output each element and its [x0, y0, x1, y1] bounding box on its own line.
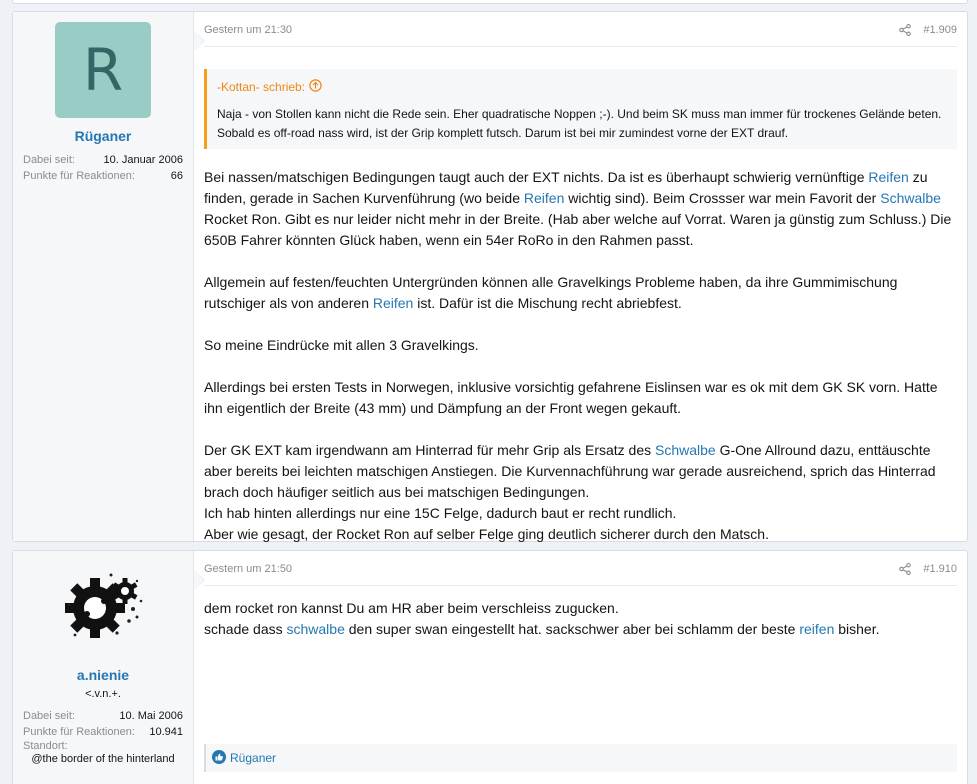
- text-line: [204, 619, 957, 640]
- stat-value: 10. Januar 2006: [103, 154, 183, 166]
- user-panel: [13, 551, 194, 784]
- user-title: <.v.n.+.: [85, 688, 121, 700]
- stat-label: Standort:: [23, 740, 68, 752]
- like-icon: [212, 750, 226, 767]
- quote-block: [204, 69, 957, 149]
- avatar[interactable]: [55, 561, 151, 657]
- stat-value: 10.941: [149, 726, 183, 738]
- text: wichtig sind). Beim Crossser war mein Favorit der: [564, 190, 881, 206]
- reaction-user[interactable]: Rüganer: [230, 751, 277, 765]
- text: ist. Dafür ist die Mischung recht abriebfest.: [413, 295, 682, 311]
- stat-label: Dabei seit:: [23, 154, 75, 166]
- paragraph: [204, 167, 957, 251]
- link-schwalbe[interactable]: schwalbe: [286, 621, 345, 637]
- avatar[interactable]: [55, 22, 151, 118]
- post-body: [204, 167, 957, 545]
- post-content: [194, 12, 967, 541]
- text: G-One Allround dazu, enttäuschte aber bereits bei leichten matschigen Anstiegen. Die Kurvennachführung war gerade ausreichend, sprich das Hinterrad brach doch häufiger seitlich aus bei matschigen Bedingungen.: [204, 442, 936, 500]
- post-content: [194, 551, 967, 784]
- post-number[interactable]: #1.909: [923, 24, 957, 36]
- gear-avatar-icon: [55, 561, 151, 657]
- link-reifen[interactable]: reifen: [799, 621, 835, 637]
- paragraph: Allerdings bei ersten Tests in Norwegen, inklusive vorsichtig gefahrene Eislinsen war es ok mit dem GK SK vorn. Hatte ihn eigentlich der Breite (43 mm) und Dämpfung an der Front wegen gekauft.: [204, 379, 938, 416]
- user-stats: [23, 152, 183, 184]
- post-header: [204, 561, 957, 577]
- post-header: [204, 22, 957, 38]
- post-body: [204, 598, 957, 640]
- user-stats: [23, 708, 183, 765]
- post-header-actions: [899, 24, 957, 36]
- share-icon[interactable]: [899, 563, 911, 575]
- text: Aber wie gesagt, der Rocket Ron auf selber Felge ging deutlich sicherer durch den Matsch.: [204, 526, 769, 542]
- stat-joined: [23, 152, 183, 168]
- avatar-letter: R: [82, 36, 124, 104]
- username[interactable]: a.nienie: [76, 667, 130, 683]
- header-divider: [204, 46, 957, 47]
- post-header-actions: [899, 563, 957, 575]
- post-1910: [12, 550, 968, 784]
- text: Ich hab hinten allerdings nur eine 15C Felge, dadurch baut er recht rundlich.: [204, 505, 677, 521]
- text-line: dem rocket ron kannst Du am HR aber beim verschleiss zugucken.: [204, 600, 619, 616]
- text: bisher.: [834, 621, 880, 637]
- paragraph: [204, 272, 957, 314]
- quote-text: Naja - von Stollen kann nicht die Rede sein. Eher quadratische Noppen ;-). Und beim SK muss man immer für trockenes Gelände beten. Sobald es off-road nass wird, ist der Grip komplett futsch. Darum ist bei mir zumindest vorne der EXT drauf.: [217, 107, 942, 140]
- header-divider: [204, 585, 957, 586]
- paragraph: [204, 440, 957, 545]
- arrow-up-circle-icon[interactable]: [309, 79, 322, 95]
- reactions-bar[interactable]: [204, 744, 957, 772]
- stat-label: Punkte für Reaktionen:: [23, 170, 135, 182]
- text: den super swan eingestellt hat. sackschwer aber bei schlamm der beste: [344, 621, 800, 637]
- user-panel: [13, 12, 194, 541]
- stat-value: 66: [170, 170, 183, 182]
- post-1909: [12, 11, 968, 542]
- stat-label: Dabei seit:: [23, 710, 75, 722]
- stat-label: Punkte für Reaktionen:: [23, 726, 135, 738]
- previous-post-edge: [12, 0, 968, 4]
- text: Rocket Ron. Gibt es nur leider nicht mehr in der Breite. (Hab aber welche auf Vorrat. Waren ja günstig zum Schluss.) Die 650B Fahrer könnten Glück haben, wenn ein 54er RoRo in den Rahmen passt.: [204, 211, 952, 248]
- link-reifen[interactable]: Reifen: [868, 169, 909, 185]
- stat-reactions: [23, 724, 183, 740]
- link-schwalbe[interactable]: Schwalbe: [880, 190, 941, 206]
- stat-reactions: [23, 168, 183, 184]
- text: zu finden, gerade in Sachen Kurvenführung (wo beide: [204, 169, 928, 206]
- text: Allgemein auf festen/feuchten Untergründen können alle Gravelkings Probleme haben, da ihre Gummimischung rutschiger als von anderen: [204, 274, 898, 311]
- link-reifen[interactable]: Reifen: [523, 190, 565, 206]
- paragraph: So meine Eindrücke mit allen 3 Gravelkings.: [204, 337, 479, 353]
- post-time[interactable]: Gestern um 21:30: [204, 24, 293, 36]
- quote-header[interactable]: [217, 79, 945, 95]
- stat-value: @the border of the hinterland: [31, 753, 175, 765]
- share-icon[interactable]: [899, 24, 911, 36]
- link-reifen[interactable]: Reifen: [372, 295, 414, 311]
- quote-author[interactable]: -Kottan- schrieb:: [217, 80, 306, 94]
- stat-joined: [23, 708, 183, 724]
- text: Bei nassen/matschigen Bedingungen taugt auch der EXT nichts. Da ist es überhaupt schwierig vernünftige: [204, 169, 869, 185]
- username[interactable]: Rüganer: [74, 128, 132, 144]
- text: Der GK EXT kam irgendwann am Hinterrad für mehr Grip als Ersatz des: [204, 442, 656, 458]
- text: schade dass: [204, 621, 287, 637]
- stat-location: [23, 740, 183, 765]
- post-number[interactable]: #1.910: [923, 563, 957, 575]
- post-time[interactable]: Gestern um 21:50: [204, 563, 293, 575]
- link-schwalbe[interactable]: Schwalbe: [655, 442, 716, 458]
- stat-value: 10. Mai 2006: [119, 710, 183, 722]
